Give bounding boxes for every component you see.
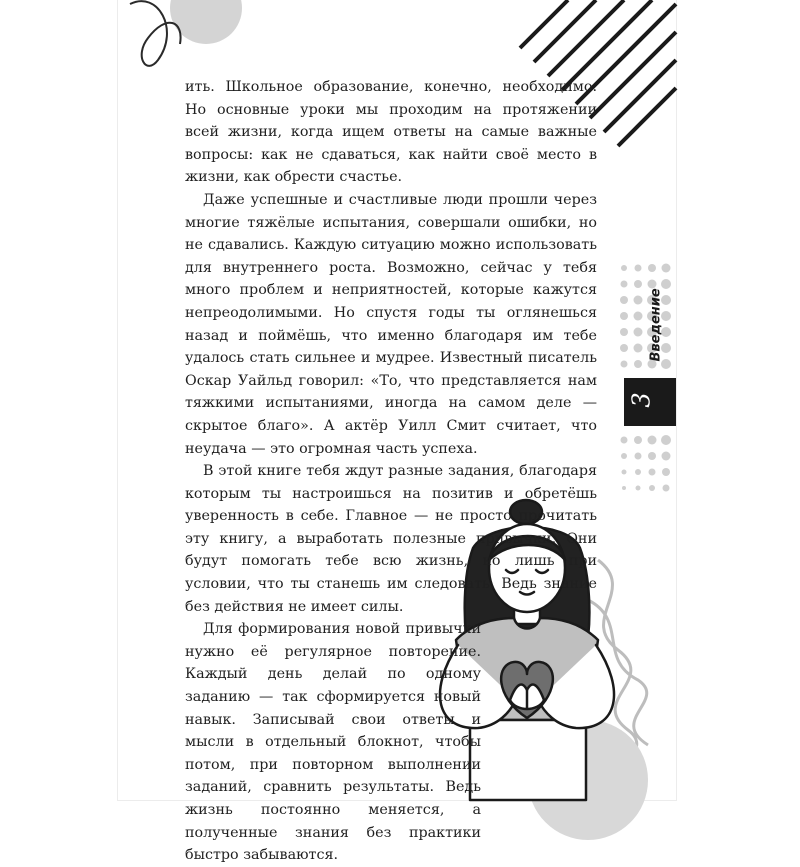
- page-number-tab: [624, 378, 676, 426]
- section-label: [646, 288, 666, 362]
- section-label-text: Введение: [648, 288, 664, 362]
- page-number: 3: [627, 392, 656, 408]
- paragraph-1: ить. Школьное образование, конечно, необходимо. Но основные уроки мы проходим на протяжении всей жизни, когда ищем ответы на самые важные вопросы: как не сдаваться, как найти своё место в жизни, как обрести счастье.: [185, 79, 597, 186]
- book-page: [118, 0, 676, 864]
- paragraph-4: Для формирования новой привычки нужно её регулярное повторение. Каждый день делай по одному заданию — так сформируется новый навык. Записывай свои ответы и мысли в отдельный блокнот, чтобы потом, при повторном выполнении заданий, сравнить результаты. Ведь жизнь постоянно меняется, а полученные знания без практики быстро забываются.: [185, 621, 481, 864]
- paragraph-2: Даже успешные и счастливые люди прошли через многие тяжёлые испытания, совершали ошибки, но не сдавались. Каждую ситуацию можно использовать для внутреннего роста. Возможно, сейчас у тебя много проблем и неприятностей, которые кажутся непреодолимыми. Но спустя годы ты оглянешься назад и поймёшь, что именно благодаря им тебе удалось стать сильнее и мудрее. Известный писатель Оскар Уайльд говорил: «То, что представляется нам тяжкими испытаниями, иногда на самом деле — скрытое благо». А актёр Уилл Смит считает, что неудача — это огромная часть успеха.: [185, 191, 597, 457]
- paragraph-3: В этой книге тебя ждут разные задания, благодаря которым ты настроишься на позитив и обретёшь уверенность в себе. Главное — не просто прочитать эту книгу, а выработать полезные привычки. Они будут помогать тебе всю жизнь, но лишь при условии, что ты станешь им следовать. Ведь знание без действия не имеет силы.: [185, 463, 597, 615]
- body-text: [185, 76, 597, 867]
